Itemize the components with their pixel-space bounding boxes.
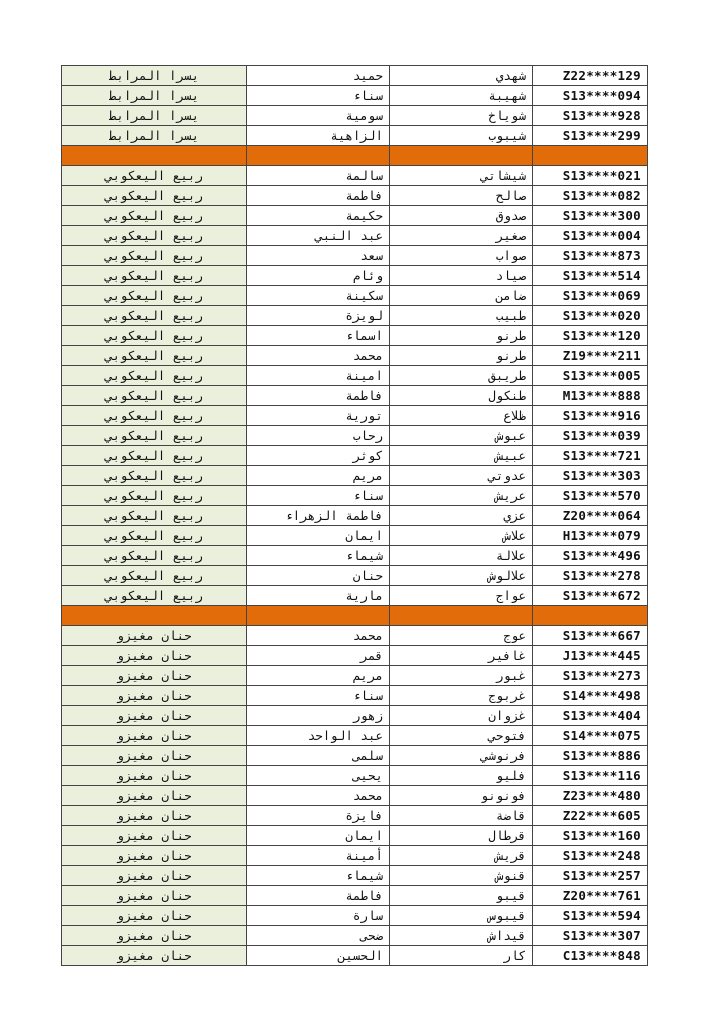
last-name-cell: غبور — [390, 666, 533, 686]
id-code-cell: S13****570 — [533, 486, 648, 506]
last-name-cell: طرنو — [390, 326, 533, 346]
table-row — [62, 326, 648, 346]
id-code-cell: S13****873 — [533, 246, 648, 266]
table-row — [62, 126, 648, 146]
first-name-cell: الزاهية — [247, 126, 390, 146]
supervisor-cell: ربيع اليعكوبي — [62, 166, 247, 186]
table-row — [62, 286, 648, 306]
supervisor-cell: يسرا المرابط — [62, 106, 247, 126]
table-row — [62, 546, 648, 566]
supervisor-cell: حنان مغيزو — [62, 786, 247, 806]
table-row — [62, 706, 648, 726]
first-name-cell: سالمة — [247, 166, 390, 186]
table-row — [62, 86, 648, 106]
id-code-cell: Z20****064 — [533, 506, 648, 526]
supervisor-cell: ربيع اليعكوبي — [62, 506, 247, 526]
supervisor-cell: يسرا المرابط — [62, 66, 247, 86]
last-name-cell: شهدي — [390, 66, 533, 86]
separator-cell — [62, 606, 247, 626]
id-code-cell: S13****303 — [533, 466, 648, 486]
first-name-cell: حميد — [247, 66, 390, 86]
first-name-cell: مريم — [247, 666, 390, 686]
last-name-cell: ضامن — [390, 286, 533, 306]
id-code-cell: S13****404 — [533, 706, 648, 726]
last-name-cell: قيداش — [390, 926, 533, 946]
last-name-cell: علالوش — [390, 566, 533, 586]
last-name-cell: قاضة — [390, 806, 533, 826]
table-row — [62, 846, 648, 866]
table-row — [62, 906, 648, 926]
id-code-cell: S13****916 — [533, 406, 648, 426]
id-code-cell: S13****039 — [533, 426, 648, 446]
id-code-cell: S13****120 — [533, 326, 648, 346]
supervisor-cell: حنان مغيزو — [62, 926, 247, 946]
id-code-cell: S13****886 — [533, 746, 648, 766]
last-name-cell: علاش — [390, 526, 533, 546]
table-row — [62, 426, 648, 446]
last-name-cell: شوياخ — [390, 106, 533, 126]
id-code-cell: S13****299 — [533, 126, 648, 146]
table-row — [62, 646, 648, 666]
supervisor-cell: ربيع اليعكوبي — [62, 226, 247, 246]
first-name-cell: ايمان — [247, 826, 390, 846]
table-row — [62, 946, 648, 966]
last-name-cell: صغير — [390, 226, 533, 246]
supervisor-cell: ربيع اليعكوبي — [62, 566, 247, 586]
first-name-cell: زهور — [247, 706, 390, 726]
first-name-cell: سعد — [247, 246, 390, 266]
table-row — [62, 686, 648, 706]
first-name-cell: محمد — [247, 786, 390, 806]
last-name-cell: شيبوب — [390, 126, 533, 146]
table-row — [62, 106, 648, 126]
id-code-cell: S13****021 — [533, 166, 648, 186]
first-name-cell: سناء — [247, 686, 390, 706]
supervisor-cell: حنان مغيزو — [62, 826, 247, 846]
supervisor-cell: حنان مغيزو — [62, 946, 247, 966]
supervisor-cell: ربيع اليعكوبي — [62, 426, 247, 446]
first-name-cell: فايزة — [247, 806, 390, 826]
id-code-cell: J13****445 — [533, 646, 648, 666]
last-name-cell: علالة — [390, 546, 533, 566]
supervisor-cell: ربيع اليعكوبي — [62, 486, 247, 506]
id-code-cell: S13****307 — [533, 926, 648, 946]
last-name-cell: طنكول — [390, 386, 533, 406]
first-name-cell: ايمان — [247, 526, 390, 546]
table-row — [62, 246, 648, 266]
first-name-cell: محمد — [247, 626, 390, 646]
supervisor-cell: حنان مغيزو — [62, 846, 247, 866]
supervisor-cell: يسرا المرابط — [62, 86, 247, 106]
id-code-cell: S13****116 — [533, 766, 648, 786]
first-name-cell: فاطمة — [247, 186, 390, 206]
first-name-cell: سارة — [247, 906, 390, 926]
id-code-cell: S13****667 — [533, 626, 648, 646]
table-row — [62, 346, 648, 366]
id-code-cell: Z19****211 — [533, 346, 648, 366]
last-name-cell: عوج — [390, 626, 533, 646]
supervisor-cell: حنان مغيزو — [62, 706, 247, 726]
table-row — [62, 206, 648, 226]
supervisor-cell: حنان مغيزو — [62, 626, 247, 646]
id-code-cell: Z23****480 — [533, 786, 648, 806]
last-name-cell: صواب — [390, 246, 533, 266]
supervisor-cell: ربيع اليعكوبي — [62, 266, 247, 286]
id-code-cell: S13****300 — [533, 206, 648, 226]
table-row — [62, 626, 648, 646]
supervisor-cell: حنان مغيزو — [62, 806, 247, 826]
supervisor-cell: ربيع اليعكوبي — [62, 246, 247, 266]
id-code-cell: S13****248 — [533, 846, 648, 866]
supervisor-cell: حنان مغيزو — [62, 726, 247, 746]
first-name-cell: شيماء — [247, 546, 390, 566]
first-name-cell: سناء — [247, 486, 390, 506]
supervisor-cell: ربيع اليعكوبي — [62, 446, 247, 466]
last-name-cell: غربوج — [390, 686, 533, 706]
id-code-cell: S13****020 — [533, 306, 648, 326]
last-name-cell: غزوان — [390, 706, 533, 726]
first-name-cell: سكينة — [247, 286, 390, 306]
first-name-cell: لويزة — [247, 306, 390, 326]
first-name-cell: الحسين — [247, 946, 390, 966]
supervisor-cell: ربيع اليعكوبي — [62, 186, 247, 206]
last-name-cell: طبيب — [390, 306, 533, 326]
id-code-cell: S13****273 — [533, 666, 648, 686]
table-row — [62, 786, 648, 806]
roster-body — [62, 66, 648, 966]
last-name-cell: قنوش — [390, 866, 533, 886]
first-name-cell: قمر — [247, 646, 390, 666]
last-name-cell: فرنوشي — [390, 746, 533, 766]
first-name-cell: تورية — [247, 406, 390, 426]
id-code-cell: S13****594 — [533, 906, 648, 926]
supervisor-cell: حنان مغيزو — [62, 746, 247, 766]
table-row — [62, 366, 648, 386]
table-row — [62, 386, 648, 406]
table-row — [62, 446, 648, 466]
last-name-cell: قيبو — [390, 886, 533, 906]
first-name-cell: أمينة — [247, 846, 390, 866]
id-code-cell: S13****160 — [533, 826, 648, 846]
table-row — [62, 866, 648, 886]
first-name-cell: فاطمة — [247, 386, 390, 406]
last-name-cell: شهيبة — [390, 86, 533, 106]
separator-cell — [247, 606, 390, 626]
first-name-cell: شيماء — [247, 866, 390, 886]
first-name-cell: اسماء — [247, 326, 390, 346]
supervisor-cell: حنان مغيزو — [62, 666, 247, 686]
first-name-cell: فاطمة الزهراء — [247, 506, 390, 526]
last-name-cell: عريش — [390, 486, 533, 506]
last-name-cell: عبوش — [390, 426, 533, 446]
supervisor-cell: حنان مغيزو — [62, 646, 247, 666]
id-code-cell: S13****004 — [533, 226, 648, 246]
table-row — [62, 226, 648, 246]
last-name-cell: عواج — [390, 586, 533, 606]
supervisor-cell: ربيع اليعكوبي — [62, 546, 247, 566]
first-name-cell: ضحى — [247, 926, 390, 946]
id-code-cell: Z22****605 — [533, 806, 648, 826]
first-name-cell: مارية — [247, 586, 390, 606]
table-row — [62, 486, 648, 506]
first-name-cell: عبد الواحد — [247, 726, 390, 746]
last-name-cell: كار — [390, 946, 533, 966]
group-separator — [62, 606, 648, 626]
last-name-cell: طرنو — [390, 346, 533, 366]
table-row — [62, 566, 648, 586]
last-name-cell: فتوحي — [390, 726, 533, 746]
supervisor-cell: ربيع اليعكوبي — [62, 346, 247, 366]
id-code-cell: S14****075 — [533, 726, 648, 746]
first-name-cell: حنان — [247, 566, 390, 586]
supervisor-cell: ربيع اليعكوبي — [62, 386, 247, 406]
first-name-cell: سناء — [247, 86, 390, 106]
roster-table — [61, 65, 648, 966]
id-code-cell: S13****672 — [533, 586, 648, 606]
table-row — [62, 466, 648, 486]
last-name-cell: فليو — [390, 766, 533, 786]
table-row — [62, 266, 648, 286]
supervisor-cell: ربيع اليعكوبي — [62, 206, 247, 226]
last-name-cell: صالح — [390, 186, 533, 206]
first-name-cell: مريم — [247, 466, 390, 486]
separator-cell — [390, 606, 533, 626]
group-separator — [62, 146, 648, 166]
table-row — [62, 726, 648, 746]
id-code-cell: S14****498 — [533, 686, 648, 706]
supervisor-cell: ربيع اليعكوبي — [62, 466, 247, 486]
id-code-cell: S13****094 — [533, 86, 648, 106]
id-code-cell: S13****005 — [533, 366, 648, 386]
id-code-cell: S13****496 — [533, 546, 648, 566]
separator-cell — [247, 146, 390, 166]
table-row — [62, 926, 648, 946]
supervisor-cell: ربيع اليعكوبي — [62, 366, 247, 386]
last-name-cell: فونونو — [390, 786, 533, 806]
last-name-cell: شيشاتي — [390, 166, 533, 186]
table-row — [62, 66, 648, 86]
last-name-cell: ظلاع — [390, 406, 533, 426]
table-row — [62, 766, 648, 786]
first-name-cell: محمد — [247, 346, 390, 366]
first-name-cell: رحاب — [247, 426, 390, 446]
separator-cell — [533, 606, 648, 626]
table-row — [62, 826, 648, 846]
first-name-cell: وئام — [247, 266, 390, 286]
table-row — [62, 746, 648, 766]
supervisor-cell: حنان مغيزو — [62, 766, 247, 786]
table-row — [62, 406, 648, 426]
id-code-cell: S13****278 — [533, 566, 648, 586]
first-name-cell: كوثر — [247, 446, 390, 466]
supervisor-cell: ربيع اليعكوبي — [62, 326, 247, 346]
table-row — [62, 506, 648, 526]
last-name-cell: عبيش — [390, 446, 533, 466]
first-name-cell: فاطمة — [247, 886, 390, 906]
table-row — [62, 886, 648, 906]
last-name-cell: قريش — [390, 846, 533, 866]
first-name-cell: يحيى — [247, 766, 390, 786]
last-name-cell: صدوق — [390, 206, 533, 226]
supervisor-cell: يسرا المرابط — [62, 126, 247, 146]
table-row — [62, 306, 648, 326]
separator-cell — [62, 146, 247, 166]
first-name-cell: سومية — [247, 106, 390, 126]
id-code-cell: S13****514 — [533, 266, 648, 286]
last-name-cell: غافير — [390, 646, 533, 666]
last-name-cell: عدوتي — [390, 466, 533, 486]
id-code-cell: S13****257 — [533, 866, 648, 886]
id-code-cell: S13****069 — [533, 286, 648, 306]
separator-cell — [533, 146, 648, 166]
table-row — [62, 806, 648, 826]
id-code-cell: Z20****761 — [533, 886, 648, 906]
id-code-cell: M13****888 — [533, 386, 648, 406]
first-name-cell: عبد النبي — [247, 226, 390, 246]
supervisor-cell: ربيع اليعكوبي — [62, 286, 247, 306]
supervisor-cell: ربيع اليعكوبي — [62, 406, 247, 426]
id-code-cell: S13****721 — [533, 446, 648, 466]
supervisor-cell: حنان مغيزو — [62, 906, 247, 926]
supervisor-cell: حنان مغيزو — [62, 686, 247, 706]
supervisor-cell: ربيع اليعكوبي — [62, 306, 247, 326]
last-name-cell: قيبوس — [390, 906, 533, 926]
id-code-cell: S13****928 — [533, 106, 648, 126]
supervisor-cell: ربيع اليعكوبي — [62, 586, 247, 606]
id-code-cell: Z22****129 — [533, 66, 648, 86]
table-row — [62, 186, 648, 206]
first-name-cell: حكيمة — [247, 206, 390, 226]
separator-cell — [390, 146, 533, 166]
id-code-cell: H13****079 — [533, 526, 648, 546]
supervisor-cell: ربيع اليعكوبي — [62, 526, 247, 546]
first-name-cell: امينة — [247, 366, 390, 386]
id-code-cell: C13****848 — [533, 946, 648, 966]
last-name-cell: طريبق — [390, 366, 533, 386]
supervisor-cell: حنان مغيزو — [62, 886, 247, 906]
supervisor-cell: حنان مغيزو — [62, 866, 247, 886]
last-name-cell: صياد — [390, 266, 533, 286]
id-code-cell: S13****082 — [533, 186, 648, 206]
table-row — [62, 526, 648, 546]
table-row — [62, 586, 648, 606]
last-name-cell: عزي — [390, 506, 533, 526]
table-row — [62, 666, 648, 686]
last-name-cell: قرطال — [390, 826, 533, 846]
first-name-cell: سلمى — [247, 746, 390, 766]
table-row — [62, 166, 648, 186]
